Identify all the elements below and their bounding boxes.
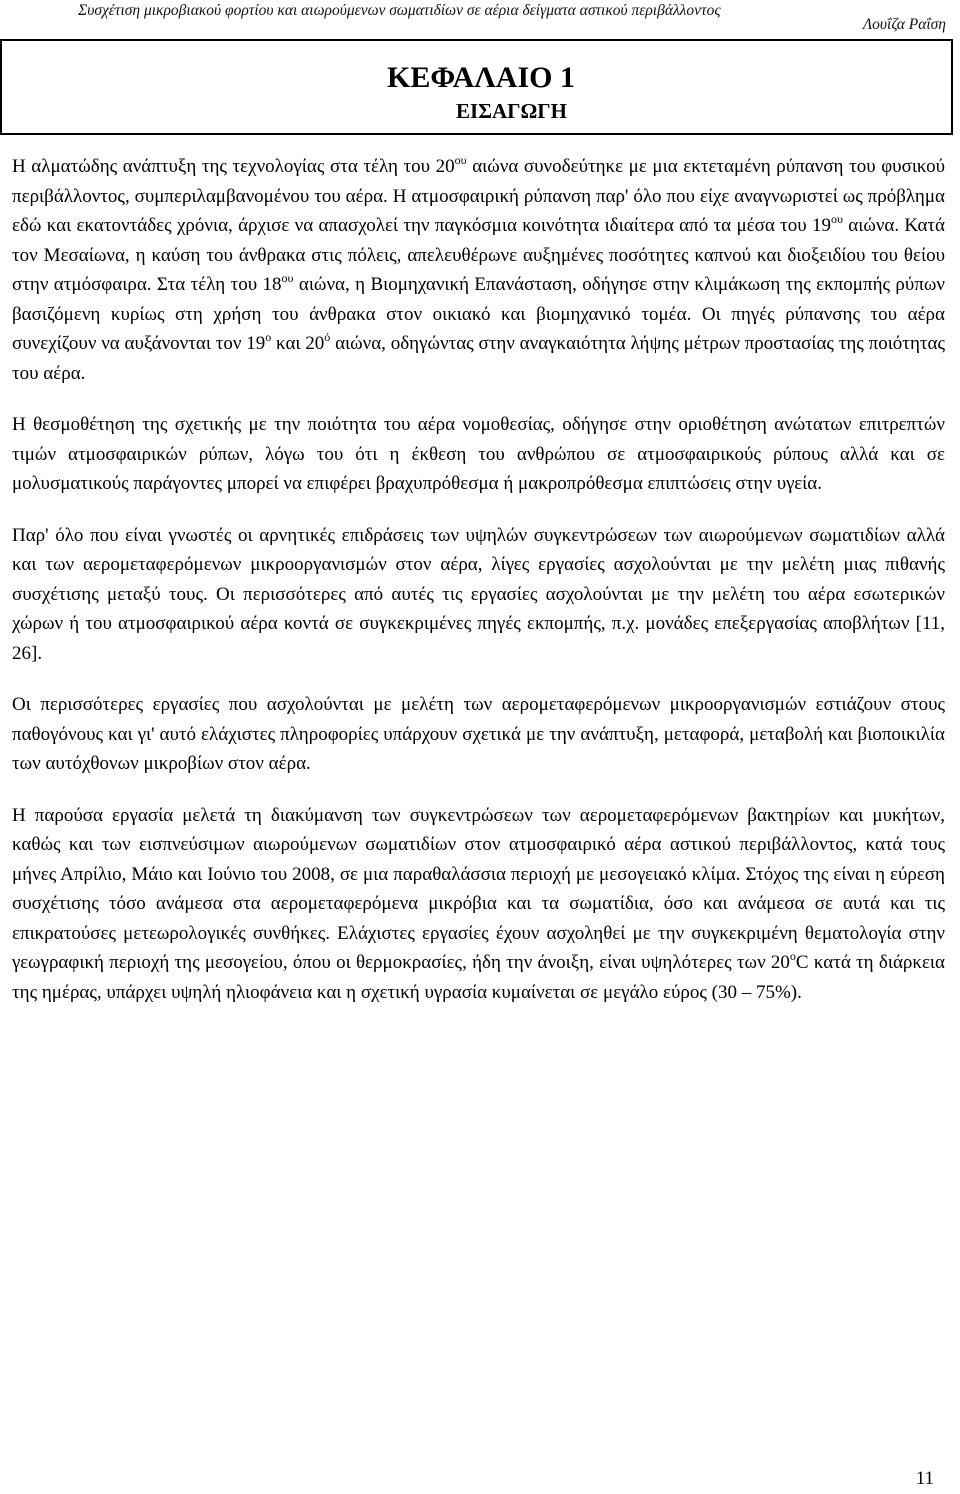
paragraph-5: Η παρούσα εργασία μελετά τη διακύμανση των συγκεντρώσεων των αερομεταφερόμενων βακτηρίων και μυκήτων, καθώς και των εισπνεύσιμων αιωρούμενων σωματιδίων στον ατμοσφαιρικό αέρα αστικού περιβάλλοντος, κατά τους μήνες Απρίλιο, Μάιο και Ιούνιο του 2008, σε μια παραθαλάσσια περιοχή με μεσογειακό κλίμα. Στόχος της είναι η εύρεση συσχέτισης τόσο ανάμεσα στα αερομεταφερόμενα μικρόβια και τα σωματίδια, όσο και ανάμεσα σε αυτά και τις επικρατούσες μετεωρολογικές συνθήκες. Ελάχιστες εργασίες έχουν ασχοληθεί με την συγκεκριμένη θεματολογία στην γεωγραφική περιοχή της μεσογείου, όπου οι θερμοκρασίες, ήδη την άνοιξη, είναι υψηλότερες των 20$^o$C κατά τη διάρκεια της ημέρας, υπάρχει υψηλή ηλιοφάνεια και η σχετική υγρασία κυμαίνεται σε μεγάλο εύρος (30 – 75%).	[12, 804, 945, 1003]
paragraph-1: Η αλματώδης ανάπτυξη της τεχνολογίας στα τέλη του $20^{o\upsilon}$ αιώνα συνοδεύτηκε με μια εκτεταμένη ρύπανση του φυσικού περιβάλλοντος, συμπεριλαμβανομένου του αέρα. Η ατμοσφαιρική ρύπανση παρ' όλο που είχε αναγνωριστεί ως πρόβλημα εδώ και εκατοντάδες χρόνια, άρχισε να απασχολεί την παγκόσμια κοινότητα ιδιαίτερα από τα μέσα του $19^{o\upsilon}$ αιώνα. Κατά τον Μεσαίωνα, η καύση του άνθρακα στις πόλεις, απελευθέρωνε αυξημένες ποσότητες καπνού και διοξειδίου του θείου στην ατμόσφαιρα. Στα τέλη του $18^{o\upsilon}$ αιώνα, η Βιομηχανική Επανάσταση, οδήγησε στην κλιμάκωση της εκπομπής ρύπων βασιζόμενη κυρίως στη χρήση του άνθρακα στον οικιακό και βιομηχανικό τομέα. Οι πηγές ρύπανσης του αέρα συνεχίζουν να αυξάνονται τον $19^o$ και $20^ό$ αιώνα, οδηγώντας στην αναγκαιότητα λήψης μέτρων προστασίας της ποιότητας του αέρα.	[12, 153, 946, 384]
paragraph-2: Η θεσμοθέτηση της σχετικής με την ποιότητα του αέρα νομοθεσίας, οδήγησε στην οριοθέτηση ανώτατων επιτρεπτών τιμών ατμοσφαιρικών ρύπων, λόγω του ότι η έκθεση του ανθρώπου σε ατμοσφαιρικούς ρύπους αλλά και σε μολυσματικούς παράγοντες μπορεί να επιφέρει βραχυπρόθεσμα ή μακροπρόθεσμα επιπτώσεις στην υγεία.	[12, 414, 945, 494]
chapter-subtitle: ΕΙΣΑΓΩΓΗ	[456, 99, 567, 123]
chapter-title: ΚΕΦΑΛΑΙΟ 1	[387, 61, 575, 94]
paragraph-4: Οι περισσότερες εργασίες που ασχολούνται με μελέτη των αερομεταφερόμενων μικροοργανισμών εστιάζουν στους παθογόνους και γι' αυτό ελάχιστες πληροφορίες υπάρχουν σχετικά με την ανάπτυξη, μεταφορά, μεταβολή και βιοποικιλία των αυτόχθονων μικροβίων στον αέρα.	[12, 694, 945, 774]
paragraph-3: Παρ' όλο που είναι γνωστές οι αρνητικές επιδράσεις των υψηλών συγκεντρώσεων των αιωρούμενων σωματιδίων αλλά και των αερομεταφερόμενων μικροοργανισμών στον αέρα, λίγες εργασίες ασχολούνται με την μελέτη μιας πιθανής συσχέτισης μεταξύ τους. Οι περισσότερες από αυτές τις εργασίες ασχολούνται με την μελέτη του αέρα εσωτερικών χώρων ή του ατμοσφαιρικού αέρα κοντά σε συγκεκριμένες πηγές εκπομπής, π.χ. μονάδες επεξεργασίας αποβλήτων [11, 26].	[12, 524, 945, 664]
running-title: Συσχέτιση μικροβιακού φορτίου και αιωρούμενων σωματιδίων σε αέρια δείγματα αστικού περιβάλλοντος	[78, 2, 721, 19]
running-header	[78, 2, 946, 33]
body-text	[12, 152, 945, 1029]
author-name: Λουΐζα Ραΐση	[862, 16, 946, 33]
chapter-heading-box	[0, 39, 953, 135]
page-number: 11	[915, 1468, 934, 1489]
